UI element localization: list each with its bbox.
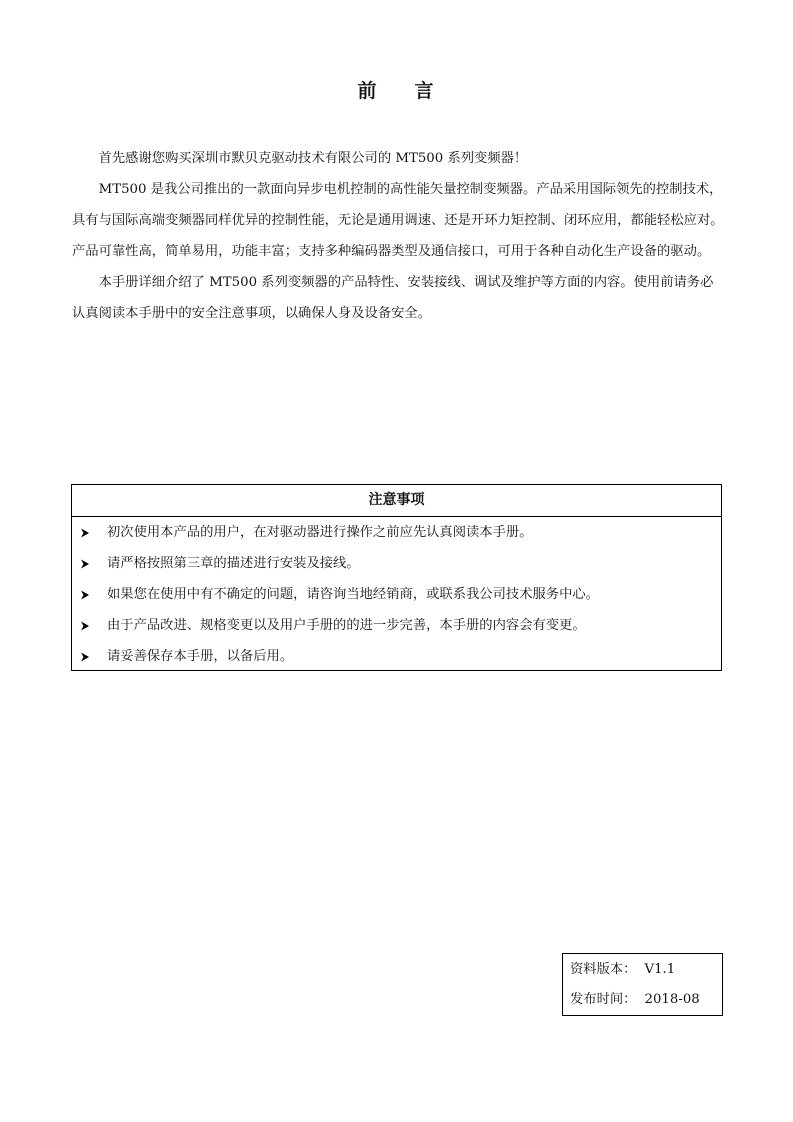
notice-item-text: 初次使用本产品的用户，在对驱动器进行操作之前应先认真阅读本手册。: [107, 525, 533, 540]
page-title-char-1: 前: [357, 80, 379, 102]
notice-list: [72, 517, 721, 672]
notice-item-text: 由于产品改进、规格变更以及用户手册的的进一步完善，本手册的内容会有变更。: [107, 618, 586, 633]
notice-item: [72, 517, 721, 548]
page-title-char-2: 言: [414, 80, 436, 102]
notice-item-text: 如果您在使用中有不确定的问题，请咨询当地经销商，或联系我公司技术服务中心。: [107, 587, 599, 602]
release-date-label: 发布时间：: [570, 992, 637, 1007]
arrow-bullet-icon: [80, 621, 90, 631]
intro-paragraph: 首先感谢您购买深圳市默贝克驱动技术有限公司的 MT500 系列变频器！: [98, 151, 528, 166]
notice-title: 注意事项: [72, 485, 721, 517]
version-label: 资料版本：: [570, 962, 637, 977]
notice-item: [72, 641, 721, 672]
intro-paragraph: MT500 是我公司推出的一款面向异步电机控制的高性能矢量控制变频器。产品采用国际领先的控制技术，具有与国际高端变频器同样优异的控制性能，无论是通用调速、还是开环力矩控制、闭环应用，都能轻松应对。产品可靠性高，简单易用，功能丰富；支持多种编码器类型及通信接口，可用于各种自动化生产设备的驱动。: [72, 182, 724, 259]
notice-item-text: 请妥善保存本手册，以备后用。: [107, 649, 294, 664]
intro-section: [72, 143, 724, 329]
page-title: [0, 76, 793, 103]
version-value: V1.1: [644, 962, 676, 977]
arrow-bullet-icon: [80, 528, 90, 538]
notice-item-text: 请严格按照第三章的描述进行安装及接线。: [107, 556, 360, 571]
version-info-box: [562, 953, 723, 1016]
notice-item: [72, 548, 721, 579]
release-date-row: [570, 985, 722, 1015]
arrow-bullet-icon: [80, 590, 90, 600]
notice-item: [72, 579, 721, 610]
notice-box: [71, 484, 722, 671]
intro-paragraph: 本手册详细介绍了 MT500 系列变频器的产品特性、安装接线、调试及维护等方面的内容。使用前请务必认真阅读本手册中的安全注意事项，以确保人身及设备安全。: [72, 275, 714, 321]
arrow-bullet-icon: [80, 559, 90, 569]
version-row: [570, 955, 722, 985]
arrow-bullet-icon: [80, 652, 90, 662]
release-date-value: 2018-08: [644, 992, 700, 1007]
notice-item: [72, 610, 721, 641]
